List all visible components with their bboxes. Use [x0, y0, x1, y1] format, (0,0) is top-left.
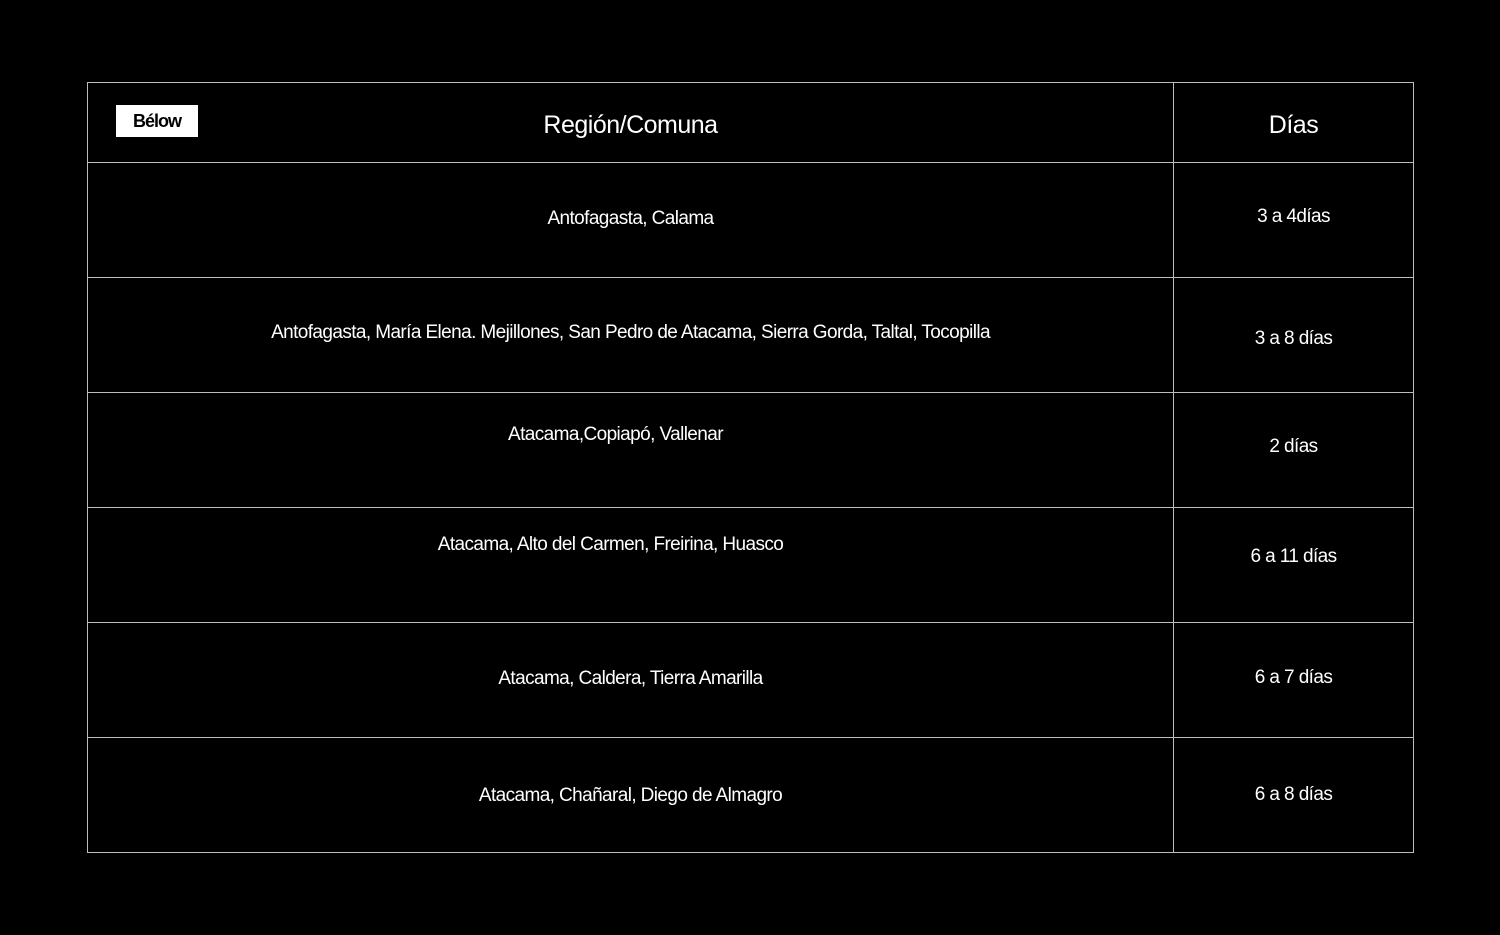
- table-row: [88, 163, 1414, 278]
- below-logo: Bélow: [116, 105, 198, 137]
- header-days: [1174, 83, 1414, 163]
- table-row: [88, 278, 1414, 393]
- days-cell: [1174, 623, 1414, 738]
- region-cell: [88, 508, 1174, 623]
- header-days-label: Días: [1268, 111, 1319, 139]
- region-text: Atacama,Copiapó, Vallenar: [508, 424, 723, 445]
- table-header-row: [88, 83, 1414, 163]
- header-region-label: Región/Comuna: [543, 111, 718, 139]
- region-cell: [88, 738, 1174, 853]
- region-cell: [88, 163, 1174, 278]
- region-text: Atacama, Caldera, Tierra Amarilla: [498, 668, 763, 689]
- days-cell: [1174, 738, 1414, 853]
- days-cell: [1174, 393, 1414, 508]
- days-text: 2 días: [1269, 436, 1318, 457]
- days-text: 6 a 8 días: [1254, 784, 1333, 805]
- header-region: [88, 83, 1174, 163]
- days-cell: [1174, 163, 1414, 278]
- days-text: 3 a 4días: [1257, 206, 1330, 227]
- region-cell: [88, 278, 1174, 393]
- region-text: Antofagasta, María Elena. Mejillones, San Pedro de Atacama, Sierra Gorda, Taltal, Tocopilla: [271, 322, 990, 343]
- region-text: Atacama, Alto del Carmen, Freirina, Huasco: [437, 534, 784, 555]
- days-cell: [1174, 278, 1414, 393]
- region-text: Atacama, Chañaral, Diego de Almagro: [478, 785, 783, 806]
- days-cell: [1174, 508, 1414, 623]
- days-text: 6 a 7 días: [1254, 667, 1333, 688]
- table-row: [88, 623, 1414, 738]
- shipping-times-table: [87, 82, 1414, 853]
- table-row: [88, 738, 1414, 853]
- region-cell: [88, 393, 1174, 508]
- region-cell: [88, 623, 1174, 738]
- days-text: 3 a 8 días: [1254, 328, 1333, 349]
- table-row: [88, 393, 1414, 508]
- days-text: 6 a 11 días: [1250, 546, 1337, 567]
- region-text: Antofagasta, Calama: [547, 208, 714, 229]
- table-row: [88, 508, 1414, 623]
- shipping-times-table-wrapper: [87, 82, 1413, 854]
